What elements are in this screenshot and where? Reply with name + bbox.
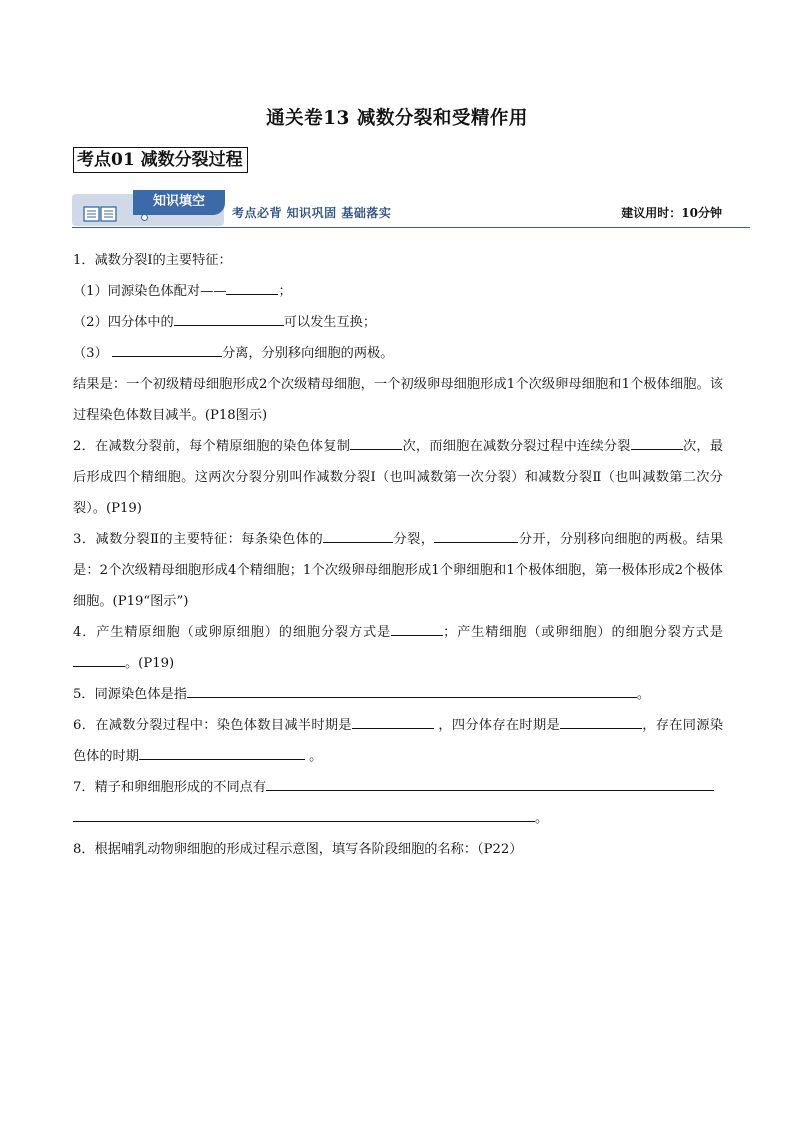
q8: 8．根据哺乳动物卵细胞的形成过程示意图，填写各阶段细胞的名称：（P22） — [73, 842, 523, 857]
banner-underline — [72, 227, 750, 228]
answer-blank[interactable] — [350, 435, 402, 450]
q1-item-2: （2）四分体中的 可以发生互换； — [73, 307, 723, 338]
suggested-time: 建议用时：10分钟 — [621, 206, 722, 220]
q1-result: 结果是：一个初级精母细胞形成2个次级精母细胞，一个初级卵母细胞形成1个次级卵母细胞和1个极体细胞。该过程染色体数目减半。(P18图示) — [73, 377, 723, 423]
page-title: 通关卷13 减数分裂和受精作用 — [266, 108, 528, 129]
answer-blank[interactable] — [560, 714, 642, 729]
answer-blank[interactable] — [112, 342, 222, 357]
answer-blank[interactable] — [187, 683, 637, 698]
q2: 2．在减数分裂前，每个精原细胞的染色体复制 次，而细胞在减数分裂过程中连续分裂 次，最后形成四个精细胞。这两次分裂分别叫作减数分裂Ⅰ（也叫减数第一次分裂）和减数分裂Ⅱ（也叫减数第二次分裂）。(P19) — [73, 431, 723, 524]
q1-heading: 1．减数分裂Ⅰ的主要特征： — [73, 253, 232, 268]
answer-blank[interactable] — [174, 311, 284, 326]
banner-tag: 知识填空 — [133, 190, 225, 215]
answer-blank[interactable] — [73, 807, 535, 822]
section-heading: 考点01 减数分裂过程 — [73, 147, 248, 173]
q7-continued: 。 — [73, 803, 723, 834]
answer-blank[interactable] — [352, 714, 434, 729]
book-icon — [83, 206, 117, 222]
q6: 6．在减数分裂过程中：染色体数目减半时期是 ，四分体存在时期是 ，存在同源染色体的时期 。 — [73, 710, 723, 772]
answer-blank[interactable] — [323, 528, 393, 543]
answer-blank[interactable] — [226, 280, 278, 295]
answer-blank[interactable] — [631, 435, 683, 450]
question-list — [73, 245, 723, 865]
q7: 7．精子和卵细胞形成的不同点有 — [73, 772, 723, 803]
answer-blank[interactable] — [139, 745, 305, 760]
knowledge-banner — [72, 190, 750, 234]
banner-slogan: 考点必背 知识巩固 基础落实 — [232, 206, 392, 220]
q1-item-1: （1）同源染色体配对—— ； — [73, 276, 723, 307]
answer-blank[interactable] — [266, 776, 714, 791]
tag-dot — [141, 214, 148, 221]
q5: 5．同源染色体是指 。 — [73, 679, 723, 710]
q3: 3．减数分裂Ⅱ的主要特征：每条染色体的 分裂， 分开，分别移向细胞的两极。结果是：2个次级精母细胞形成4个精细胞；1个次级卵母细胞形成1个卵细胞和1个极体细胞，第一极体形成2个极体细胞。(P19“图示”) — [73, 524, 723, 617]
answer-blank[interactable] — [73, 652, 125, 667]
answer-blank[interactable] — [391, 621, 443, 636]
q4: 4．产生精原细胞（或卵原细胞）的细胞分裂方式是 ；产生精细胞（或卵细胞）的细胞分裂方式是。(P19) — [73, 617, 723, 679]
q1-item-3: （3） 分离，分别移向细胞的两极。 — [73, 338, 723, 369]
answer-blank[interactable] — [434, 528, 518, 543]
